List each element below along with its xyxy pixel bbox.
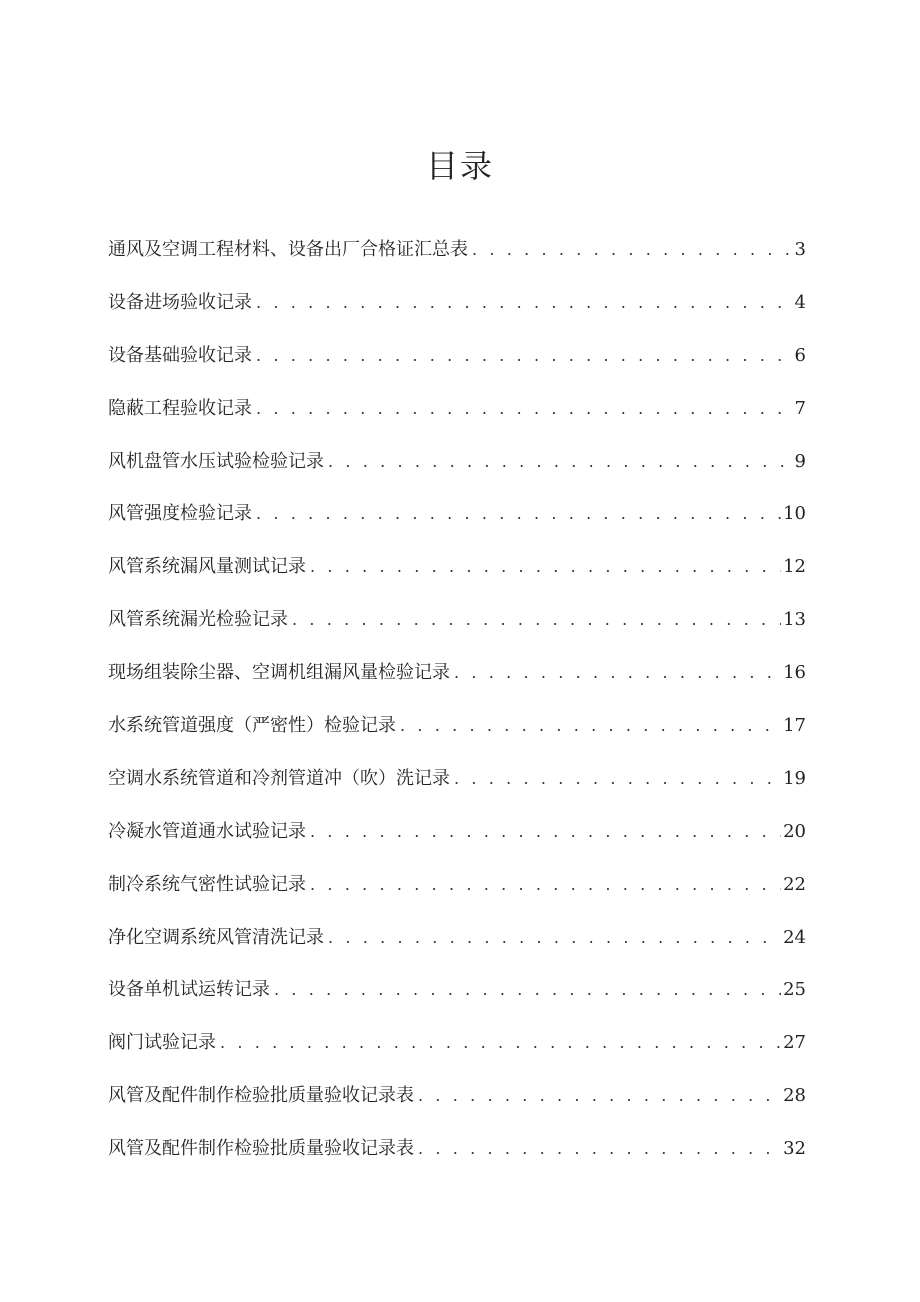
toc-entry-title: 风机盘管水压试验检验记录 bbox=[108, 450, 324, 472]
toc-entry-title: 风管系统漏光检验记录 bbox=[108, 609, 288, 631]
toc-entry[interactable] bbox=[108, 440, 806, 493]
toc-page-number: 12 bbox=[783, 556, 806, 578]
table-of-contents bbox=[108, 228, 806, 1180]
toc-page-number: 24 bbox=[783, 926, 806, 948]
toc-dot-leader bbox=[256, 281, 793, 325]
toc-page-number: 16 bbox=[783, 662, 806, 684]
toc-entry[interactable] bbox=[108, 757, 806, 810]
toc-dot-leader bbox=[418, 1074, 781, 1118]
toc-entry[interactable] bbox=[108, 1021, 806, 1074]
toc-entry[interactable] bbox=[108, 651, 806, 704]
toc-entry[interactable] bbox=[108, 545, 806, 598]
toc-entry[interactable] bbox=[108, 863, 806, 916]
toc-dot-leader bbox=[328, 916, 781, 960]
toc-entry[interactable] bbox=[108, 334, 806, 387]
toc-entry-title: 制冷系统气密性试验记录 bbox=[108, 873, 306, 895]
toc-entry[interactable] bbox=[108, 916, 806, 969]
toc-entry-title: 净化空调系统风管清洗记录 bbox=[108, 926, 324, 948]
toc-dot-leader bbox=[454, 651, 781, 695]
toc-entry[interactable] bbox=[108, 810, 806, 863]
toc-entry[interactable] bbox=[108, 281, 806, 334]
toc-entry-title: 阀门试验记录 bbox=[108, 1032, 216, 1054]
toc-dot-leader bbox=[256, 387, 793, 431]
toc-dot-leader bbox=[256, 334, 793, 378]
toc-entry[interactable] bbox=[108, 228, 806, 281]
toc-entry[interactable] bbox=[108, 1074, 806, 1127]
toc-page-number: 20 bbox=[783, 820, 806, 842]
toc-dot-leader bbox=[310, 810, 781, 854]
toc-entry[interactable] bbox=[108, 704, 806, 757]
toc-page-number: 7 bbox=[794, 397, 806, 419]
toc-entry[interactable] bbox=[108, 598, 806, 651]
toc-entry-title: 水系统管道强度（严密性）检验记录 bbox=[108, 715, 396, 737]
toc-entry-title: 风管及配件制作检验批质量验收记录表 bbox=[108, 1138, 414, 1160]
toc-entry[interactable] bbox=[108, 387, 806, 440]
toc-entry-title: 风管强度检验记录 bbox=[108, 503, 252, 525]
toc-entry[interactable] bbox=[108, 968, 806, 1021]
toc-page-number: 28 bbox=[783, 1085, 806, 1107]
toc-page-number: 32 bbox=[783, 1138, 806, 1160]
toc-dot-leader bbox=[310, 863, 781, 907]
toc-page-number: 9 bbox=[794, 450, 806, 472]
toc-entry-title: 设备单机试运转记录 bbox=[108, 979, 270, 1001]
toc-page-number: 17 bbox=[783, 715, 806, 737]
toc-page-number: 10 bbox=[783, 503, 806, 525]
toc-page-number: 6 bbox=[794, 344, 806, 366]
toc-page-number: 3 bbox=[794, 239, 806, 260]
toc-page-number: 27 bbox=[783, 1032, 806, 1054]
toc-dot-leader bbox=[400, 704, 781, 748]
toc-page-number: 4 bbox=[794, 291, 806, 313]
toc-entry-title: 风管系统漏风量测试记录 bbox=[108, 556, 306, 578]
toc-entry-title: 设备进场验收记录 bbox=[108, 291, 252, 313]
toc-entry-title: 冷凝水管道通水试验记录 bbox=[108, 820, 306, 842]
page-title: 目录 bbox=[425, 147, 494, 185]
toc-page-number: 25 bbox=[783, 979, 806, 1001]
toc-page-number: 13 bbox=[783, 609, 806, 631]
toc-dot-leader bbox=[292, 598, 781, 642]
toc-entry-title: 现场组装除尘器、空调机组漏风量检验记录 bbox=[108, 662, 450, 684]
toc-entry-title: 通风及空调工程材料、设备出厂合格证汇总表 bbox=[108, 239, 468, 260]
toc-entry-title: 空调水系统管道和冷剂管道冲（吹）洗记录 bbox=[108, 767, 450, 789]
toc-entry[interactable] bbox=[108, 492, 806, 545]
toc-entry[interactable] bbox=[108, 1127, 806, 1180]
toc-dot-leader bbox=[328, 440, 793, 484]
toc-dot-leader bbox=[418, 1127, 781, 1171]
toc-dot-leader bbox=[472, 228, 793, 272]
toc-dot-leader bbox=[220, 1021, 781, 1065]
toc-dot-leader bbox=[256, 492, 781, 536]
toc-dot-leader bbox=[274, 968, 781, 1012]
toc-dot-leader bbox=[454, 757, 781, 801]
toc-entry-title: 设备基础验收记录 bbox=[108, 344, 252, 366]
toc-entry-title: 风管及配件制作检验批质量验收记录表 bbox=[108, 1085, 414, 1107]
toc-entry-title: 隐蔽工程验收记录 bbox=[108, 397, 252, 419]
toc-page-number: 19 bbox=[783, 767, 806, 789]
toc-dot-leader bbox=[310, 545, 781, 589]
toc-page-number: 22 bbox=[783, 873, 806, 895]
